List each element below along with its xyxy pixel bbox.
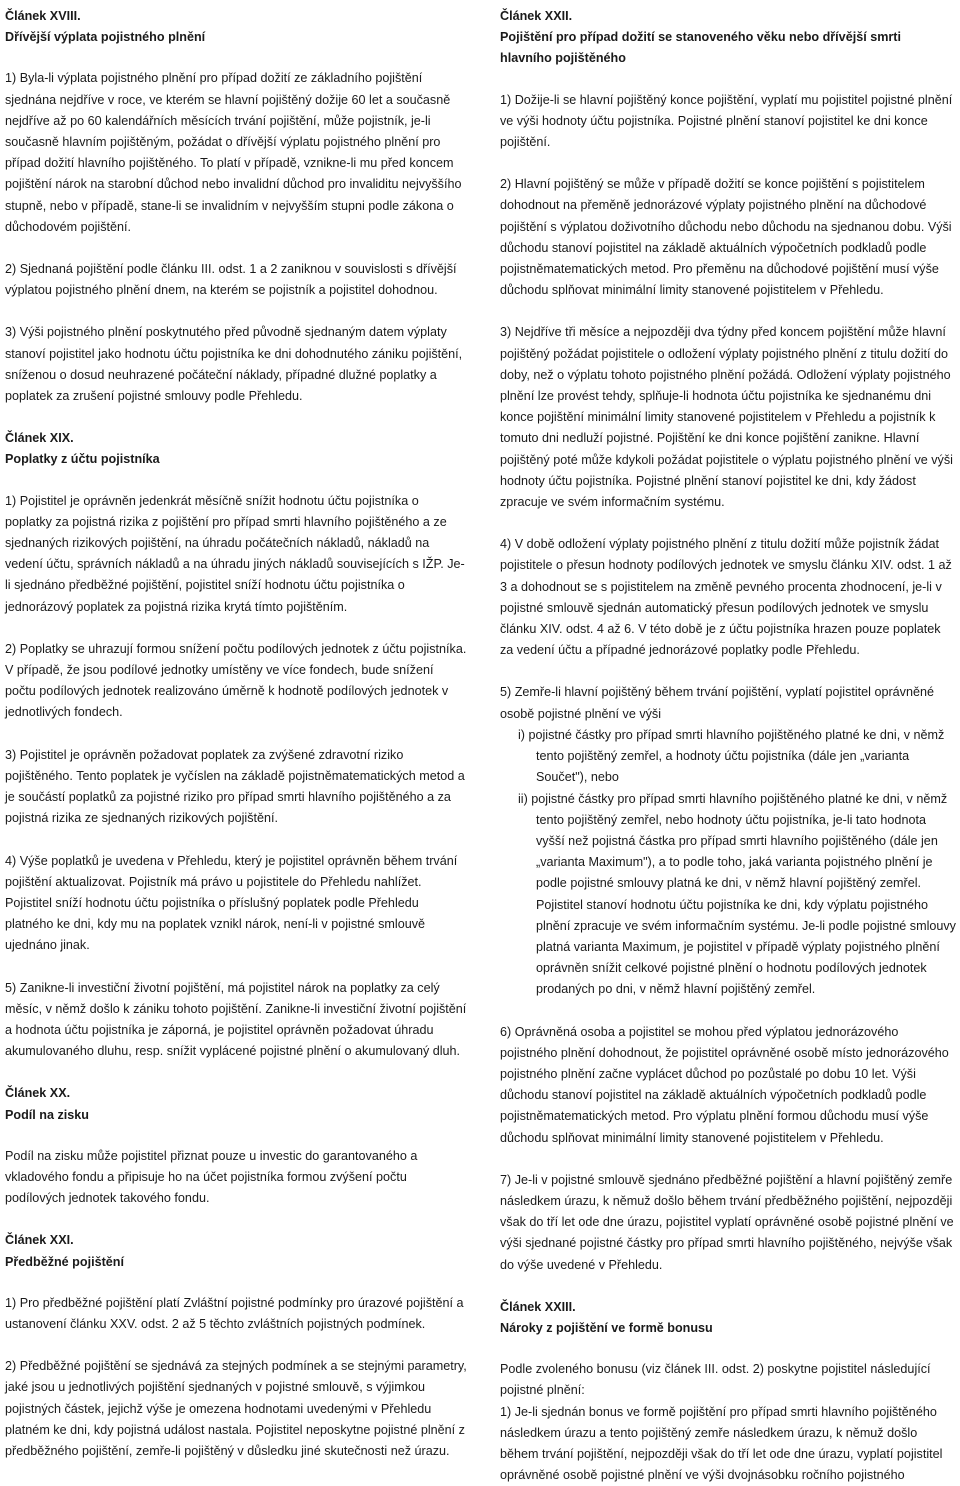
article-xxiii-number: Článek XXIII.: [500, 1299, 576, 1314]
article-xxiii-title: Nároky z pojištění ve formě bonusu: [500, 1320, 713, 1335]
article-xix-paragraph-1: 1) Pojistitel je oprávněn jedenkrát měsíčně snížit hodnotu účtu pojistníka o poplatky za pojistná rizika z pojištění pro případ smrti hlavního pojištěného a ze sjednaných rizikových pojištění, na úhradu počátečních nákladů, nákladů na vedení účtu, správních nákladů a na úhradu jiných nákladů souvisejících s IŽP. Je-li sjednáno předběžné pojištění, pojistitel sníží hodnotu účtu pojistníka o jednorázový poplatek za pojistná rizika krytá tímto pojištěním.: [5, 493, 465, 614]
article-xviii-title: Dřívější výplata pojistného plnění: [5, 30, 206, 45]
right-column: [500, 6, 956, 1486]
article-xxii-item-i: i) pojistné částky pro případ smrti hlavního pojištěného platné ke dni, v němž tento pojištěný zemřel, a hodnoty účtu pojistníka (dále jen „varianta Součet"), nebo: [518, 727, 945, 785]
article-xix-paragraph-3: 3) Pojistitel je oprávněn požadovat poplatek za zvýšené zdravotní riziko pojištěného. Tento poplatek je vyčíslen na základě pojistněmatematických metod a je součástí poplatků za pojistné riziko pro případ smrti hlavního pojištěného a za pojistná rizika ze sjednaných rizikových pojištění.: [5, 747, 465, 826]
article-xix-paragraph-5: 5) Zanikne-li investiční životní pojištění, má pojistitel nárok na poplatky za celý měsíc, v němž došlo k zániku tohoto pojištění. Zanikne-li investiční životní pojištění a hodnota účtu pojistníka je záporná, je pojistitel oprávněn požadovat úhradu akumulovaného dluhu, resp. snížit vyplácené pojistné plnění o akumulovaný dluh.: [5, 980, 467, 1059]
article-xx-paragraph-1: Podíl na zisku může pojistitel přiznat pouze u investic do garantovaného a vkladového fondu a připisuje ho na účet pojistníka formou zvýšení počtu podílových jednotek takového fondu.: [5, 1148, 418, 1206]
article-xxiii-intro: Podle zvoleného bonusu (viz článek III. odst. 2) poskytne pojistitel následující pojistné plnění:: [500, 1362, 931, 1398]
article-xxii-title: Pojištění pro případ dožití se stanoveného věku nebo dřívější smrti hlavního pojištěného: [500, 30, 901, 66]
article-xxiii-paragraph-1: 1) Je-li sjednán bonus ve formě pojištění pro případ smrti hlavního pojištěného následkem úrazu a tento pojištěný zemře následkem úrazu, k němuž došlo během trvání pojištění, nejpozději však do tří let ode dne úrazu, vyplatí pojistitel oprávněné osobě pojistné plnění ve výši dvojnásobku ročního pojistného: [500, 1404, 943, 1483]
article-xxii-paragraph-3: 3) Nejdříve tři měsíce a nejpozději dva týdny před koncem pojištění může hlavní pojištěný požádat pojistitele o odložení výplaty pojistného plnění z titulu dožití do doby, než o výplatu tohoto pojistného plnění požádá. Odložení výplaty pojistného plnění lze provést tehdy, splňuje-li hodnota účtu pojistníka ke sjednanému dni konce pojištění minimální limity stanovené pojistitelem v Přehledu a pojistník k tomuto dni nedluží pojistné. Pojištění ke dni konce pojištění zanikne. Hlavní pojištěný poté může kdykoli požádat pojistitele o výplatu pojistného plnění ve výši hodnoty účtu pojistníka. Pojistné plnění stanoví pojistitel ke dni, kdy žádost zpracuje ve svém informačním systému.: [500, 325, 953, 510]
article-xxi-number: Článek XXI.: [5, 1233, 74, 1248]
article-xxii-paragraph-6: 6) Oprávněná osoba a pojistitel se mohou před výplatou jednorázového pojistného plnění dohodnout, že pojistitel oprávněné osobě místo jednorázového pojistného plnění začne vyplácet důchod po pozůstalé po dobu 10 let. Výši důchodu stanoví pojistitel na základě aktuálních výpočetních podkladů podle pojistněmatematických metod. Pro výplatu plnění formou důchodu musí výše důchodu splňovat minimální limity stanovené pojistitelem v Přehledu.: [500, 1024, 949, 1145]
article-xix-paragraph-4: 4) Výše poplatků je uvedena v Přehledu, který je pojistitel oprávněn během trvání pojištění aktualizovat. Pojistník má právo u pojistitele do Přehledu nahlížet. Pojistitel sníží hodnotu účtu pojistníka o příslušný poplatek podle Přehledu platného ke dni, kdy mu na poplatek vznikl nárok, není-li v pojistné smlouvě ujednáno jinak.: [5, 853, 458, 953]
article-xviii-paragraph-2: 2) Sjednaná pojištění podle článku III. odst. 1 a 2 zaniknou v souvislosti s dřívější výplatou pojistného plnění dnem, na kterém se pojistník a pojistitel dohodnou.: [5, 262, 457, 298]
article-xxii-number: Článek XXII.: [500, 9, 573, 23]
article-xx-title: Podíl na zisku: [5, 1107, 89, 1122]
article-xxi-title: Předběžné pojištění: [5, 1254, 124, 1269]
article-xx-number: Článek XX.: [5, 1086, 71, 1101]
article-xviii-paragraph-3: 3) Výši pojistného plnění poskytnutého před původně sjednaným datem výplaty stanoví pojistitel jako hodnotu účtu pojistníka ke dni dohodnutého zániku pojištění, sníženou o dosud neuhrazené počáteční náklady, případné dlužné poplatky a poplatek za zrušení pojistné smlouvy podle Přehledu.: [5, 325, 463, 404]
article-xix-number: Článek XIX.: [5, 431, 74, 446]
article-xxii-paragraph-5: 5) Zemře-li hlavní pojištěný během trvání pojištění, vyplatí pojistitel oprávněné osobě pojistné plnění ve výši: [500, 685, 934, 721]
article-xix-title: Poplatky z účtu pojistníka: [5, 452, 160, 467]
article-xix-paragraph-2: 2) Poplatky se uhrazují formou snížení počtu podílových jednotek z účtu pojistníka. V případě, že jsou podílové jednotky umístěny ve více fondech, bude snížení počtu podílových jednotek realizováno úměrně k hodnotě podílových jednotek v jednotlivých fondech.: [5, 641, 467, 720]
article-xviii-paragraph-1: 1) Byla-li výplata pojistného plnění pro případ dožití ze základního pojištění sjednána nejdříve v roce, ve kterém se hlavní pojištěný dožije 60 let a současně nejdříve až po 60 kalendářních měsících trvání pojištění, může pojistník, je-li současně hlavním pojištěným, požádat o dřívější výplatu pojistného plnění pro případ dožití hlavního pojištěného. To platí v případě, vznikne-li mu před koncem pojištění nárok na starobní důchod nebo invalidní důchod pro invaliditu nejvyššího stupně, nebo v případě, stane-li se invalidním v nejvyšším stupni podle zákona o důchodovém pojištění.: [5, 71, 462, 234]
article-xxi-paragraph-2: 2) Předběžné pojištění se sjednává za stejných podmínek a se stejnými parametry, jaké jsou u jednotlivých pojištění sjednaných v pojistné smlouvě, s výjimkou pojistných částek, jejichž výše je omezena hodnotami uvedenými v Přehledu platném ke dni, kdy pojistná událost nastala. Pojistitel neposkytne pojistné plnění z předběžného pojištění, zemře-li pojištěný v důsledku jiné skutečnosti než úrazu.: [5, 1359, 467, 1458]
left-column: [5, 6, 467, 1462]
article-xxii-item-ii: ii) pojistné částky pro případ smrti hlavního pojištěného platné ke dni, v němž tento pojištěný zemřel, nebo hodnoty účtu pojistníka, je-li tato hodnota vyšší než pojistná částka pro případ smrti hlavního pojištěného (dále jen „varianta Maximum"), a to podle toho, jaká varianta pojistného plnění je podle pojistné smlouvy platná ke dni, v němž hlavní pojištěný zemřel. Pojistitel stanoví hodnotu účtu pojistníka ke dni, kdy výplatu pojistného plnění zpracuje ve svém informačním systému. Je-li podle pojistné smlouvy platná varianta Maximum, je pojistitel v případě výplaty pojistného plnění oprávněn snížit celkové pojistné plnění o hodnotu podílových jednotek prodaných po dni, v němž hlavní pojištěný zemřel.: [518, 791, 956, 997]
article-xxii-paragraph-4: 4) V době odložení výplaty pojistného plnění z titulu dožití může pojistník žádat pojistitele o přesun hodnoty podílových jednotek ve smyslu článku XIV. odst. 1 až 3 a dohodnout se s pojistitelem na změně pevného procenta zhodnocení, je-li v pojistné smlouvě sjednán automatický přesun podílových jednotek ve smyslu článku XIV. odst. 4 až 6. V této době je z účtu pojistníka hrazen pouze poplatek za vedení účtu a případné jednorázové poplatky podle Přehledu.: [500, 537, 952, 658]
article-xxii-paragraph-2: 2) Hlavní pojištěný se může v případě dožití se konce pojištění s pojistitelem dohodnout na přeměně jednorázové výplaty pojistného plnění na důchodové pojištění s výplatou doživotního důchodu nebo důchodu na sjednanou dobu. Výši důchodu stanoví pojistitel na základě aktuálních výpočetních podkladů podle pojistněmatematických metod. Pro přeměnu na důchodové pojištění musí výše důchodu splňovat minimální limity stanovené pojistitelem v Přehledu.: [500, 177, 952, 298]
article-xxii-paragraph-1: 1) Dožije-li se hlavní pojištěný konce pojištění, vyplatí mu pojistitel pojistné plnění ve výši hodnoty účtu pojistníka. Pojistné plnění stanoví pojistitel ke dni konce pojištění.: [500, 92, 953, 150]
article-xxi-paragraph-1: 1) Pro předběžné pojištění platí Zvláštní pojistné podmínky pro úrazové pojištění a ustanovení článku XXV. odst. 2 až 5 těchto zvláštních pojistných podmínek.: [5, 1295, 464, 1331]
article-xviii-number: Článek XVIII.: [5, 9, 81, 23]
article-xxii-paragraph-7: 7) Je-li v pojistné smlouvě sjednáno předběžné pojištění a hlavní pojištěný zemře následkem úrazu, k němuž došlo během trvání předběžného pojištění, nejpozději však do tří let ode dne úrazu, pojistitel vyplatí oprávněné osobě pojistné plnění ve výši sjednané pojistné částky pro případ smrti hlavního pojištěného, nejvýše však do výše uvedené v Přehledu.: [500, 1172, 954, 1272]
